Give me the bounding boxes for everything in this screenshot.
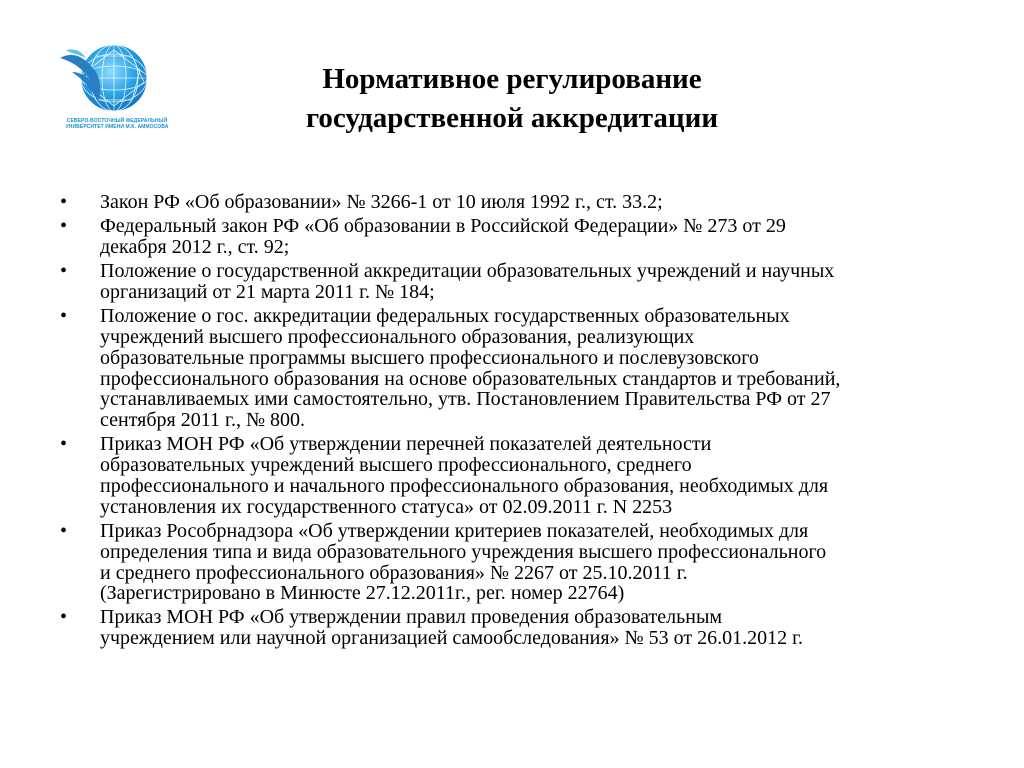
logo-caption: [62, 118, 172, 130]
list-item-line: образовательных учреждений высшего профессионального, среднего: [100, 454, 692, 477]
list-item-line: учреждением или научной организацией самообследования» № 53 от 26.01.2012 г.: [100, 627, 804, 650]
list-item: [60, 607, 960, 649]
logo-caption-line: УНИВЕРСИТЕТ ИМЕНИ М.К. АММОСОВА: [65, 124, 169, 130]
list-item-line: Приказ МОН РФ «Об утверждении правил проведения образовательным: [100, 606, 723, 629]
bullet-icon: •: [60, 191, 68, 213]
bullet-icon: •: [60, 215, 68, 238]
bullet-icon: •: [60, 519, 68, 542]
list-item-line: учреждений высшего профессионального образования, реализующих: [100, 325, 695, 348]
list-item-line: Федеральный закон РФ «Об образовании в Российской Федерации» № 273 от 29: [100, 215, 786, 238]
list-item-line: профессионального образования на основе образовательных стандартов и требований,: [100, 367, 841, 390]
bullet-icon: •: [60, 260, 68, 283]
page-title: [190, 60, 834, 138]
title-line: государственной аккредитации: [305, 102, 719, 134]
title-line: Нормативное регулирование: [322, 63, 702, 95]
globe-bird-icon: [56, 42, 172, 120]
list-item: [60, 192, 960, 213]
list-item-line: образовательные программы высшего профессионального и послевузовского: [100, 346, 759, 369]
list-item-line: Положение о государственной аккредитации образовательных учреждений и научных: [100, 260, 835, 283]
list-item-line: Закон РФ «Об образовании» № 3266-1 от 10 июля 1992 г., ст. 33.2;: [100, 191, 663, 213]
list-item-line: устанавливаемых ими самостоятельно, утв. Постановлением Правительства РФ от 27: [100, 388, 831, 411]
list-item: [60, 261, 960, 303]
list-item: [60, 216, 960, 258]
bullet-icon: •: [60, 305, 68, 328]
list-item: [60, 434, 960, 517]
bullet-icon: •: [60, 606, 68, 629]
list-item-line: профессионального и начального профессионального образования, необходимых для: [100, 474, 829, 497]
list-item-line: Приказ МОН РФ «Об утверждении перечней показателей деятельности: [100, 433, 712, 456]
list-item-line: Приказ Рособрнадзора «Об утверждении критериев показателей, необходимых для: [100, 519, 809, 542]
list-item-line: декабря 2012 г., ст. 92;: [100, 235, 290, 258]
bullet-icon: •: [60, 433, 68, 456]
list-item-line: и среднего профессионального образования» № 2267 от 25.10.2011 г.: [100, 561, 688, 584]
list-item-line: сентября 2011 г., № 800.: [100, 409, 306, 432]
list-item-line: Положение о гос. аккредитации федеральных государственных образовательных: [100, 305, 790, 328]
list-item-line: установления их государственного статуса» от 02.09.2011 г. N 2253: [100, 495, 673, 518]
regulation-list: [60, 192, 960, 652]
university-logo: [56, 42, 172, 134]
logo-caption-line: СЕВЕРО-ВОСТОЧНЫЙ ФЕДЕРАЛЬНЫЙ: [66, 118, 168, 124]
list-item: [60, 306, 960, 431]
list-item-line: определения типа и вида образовательного учреждения высшего профессионального: [100, 540, 827, 563]
list-item-line: (Зарегистрировано в Минюсте 27.12.2011г., рег. номер 22764): [100, 582, 625, 605]
list-item-line: организаций от 21 марта 2011 г. № 184;: [100, 280, 435, 303]
list-item: [60, 521, 960, 604]
